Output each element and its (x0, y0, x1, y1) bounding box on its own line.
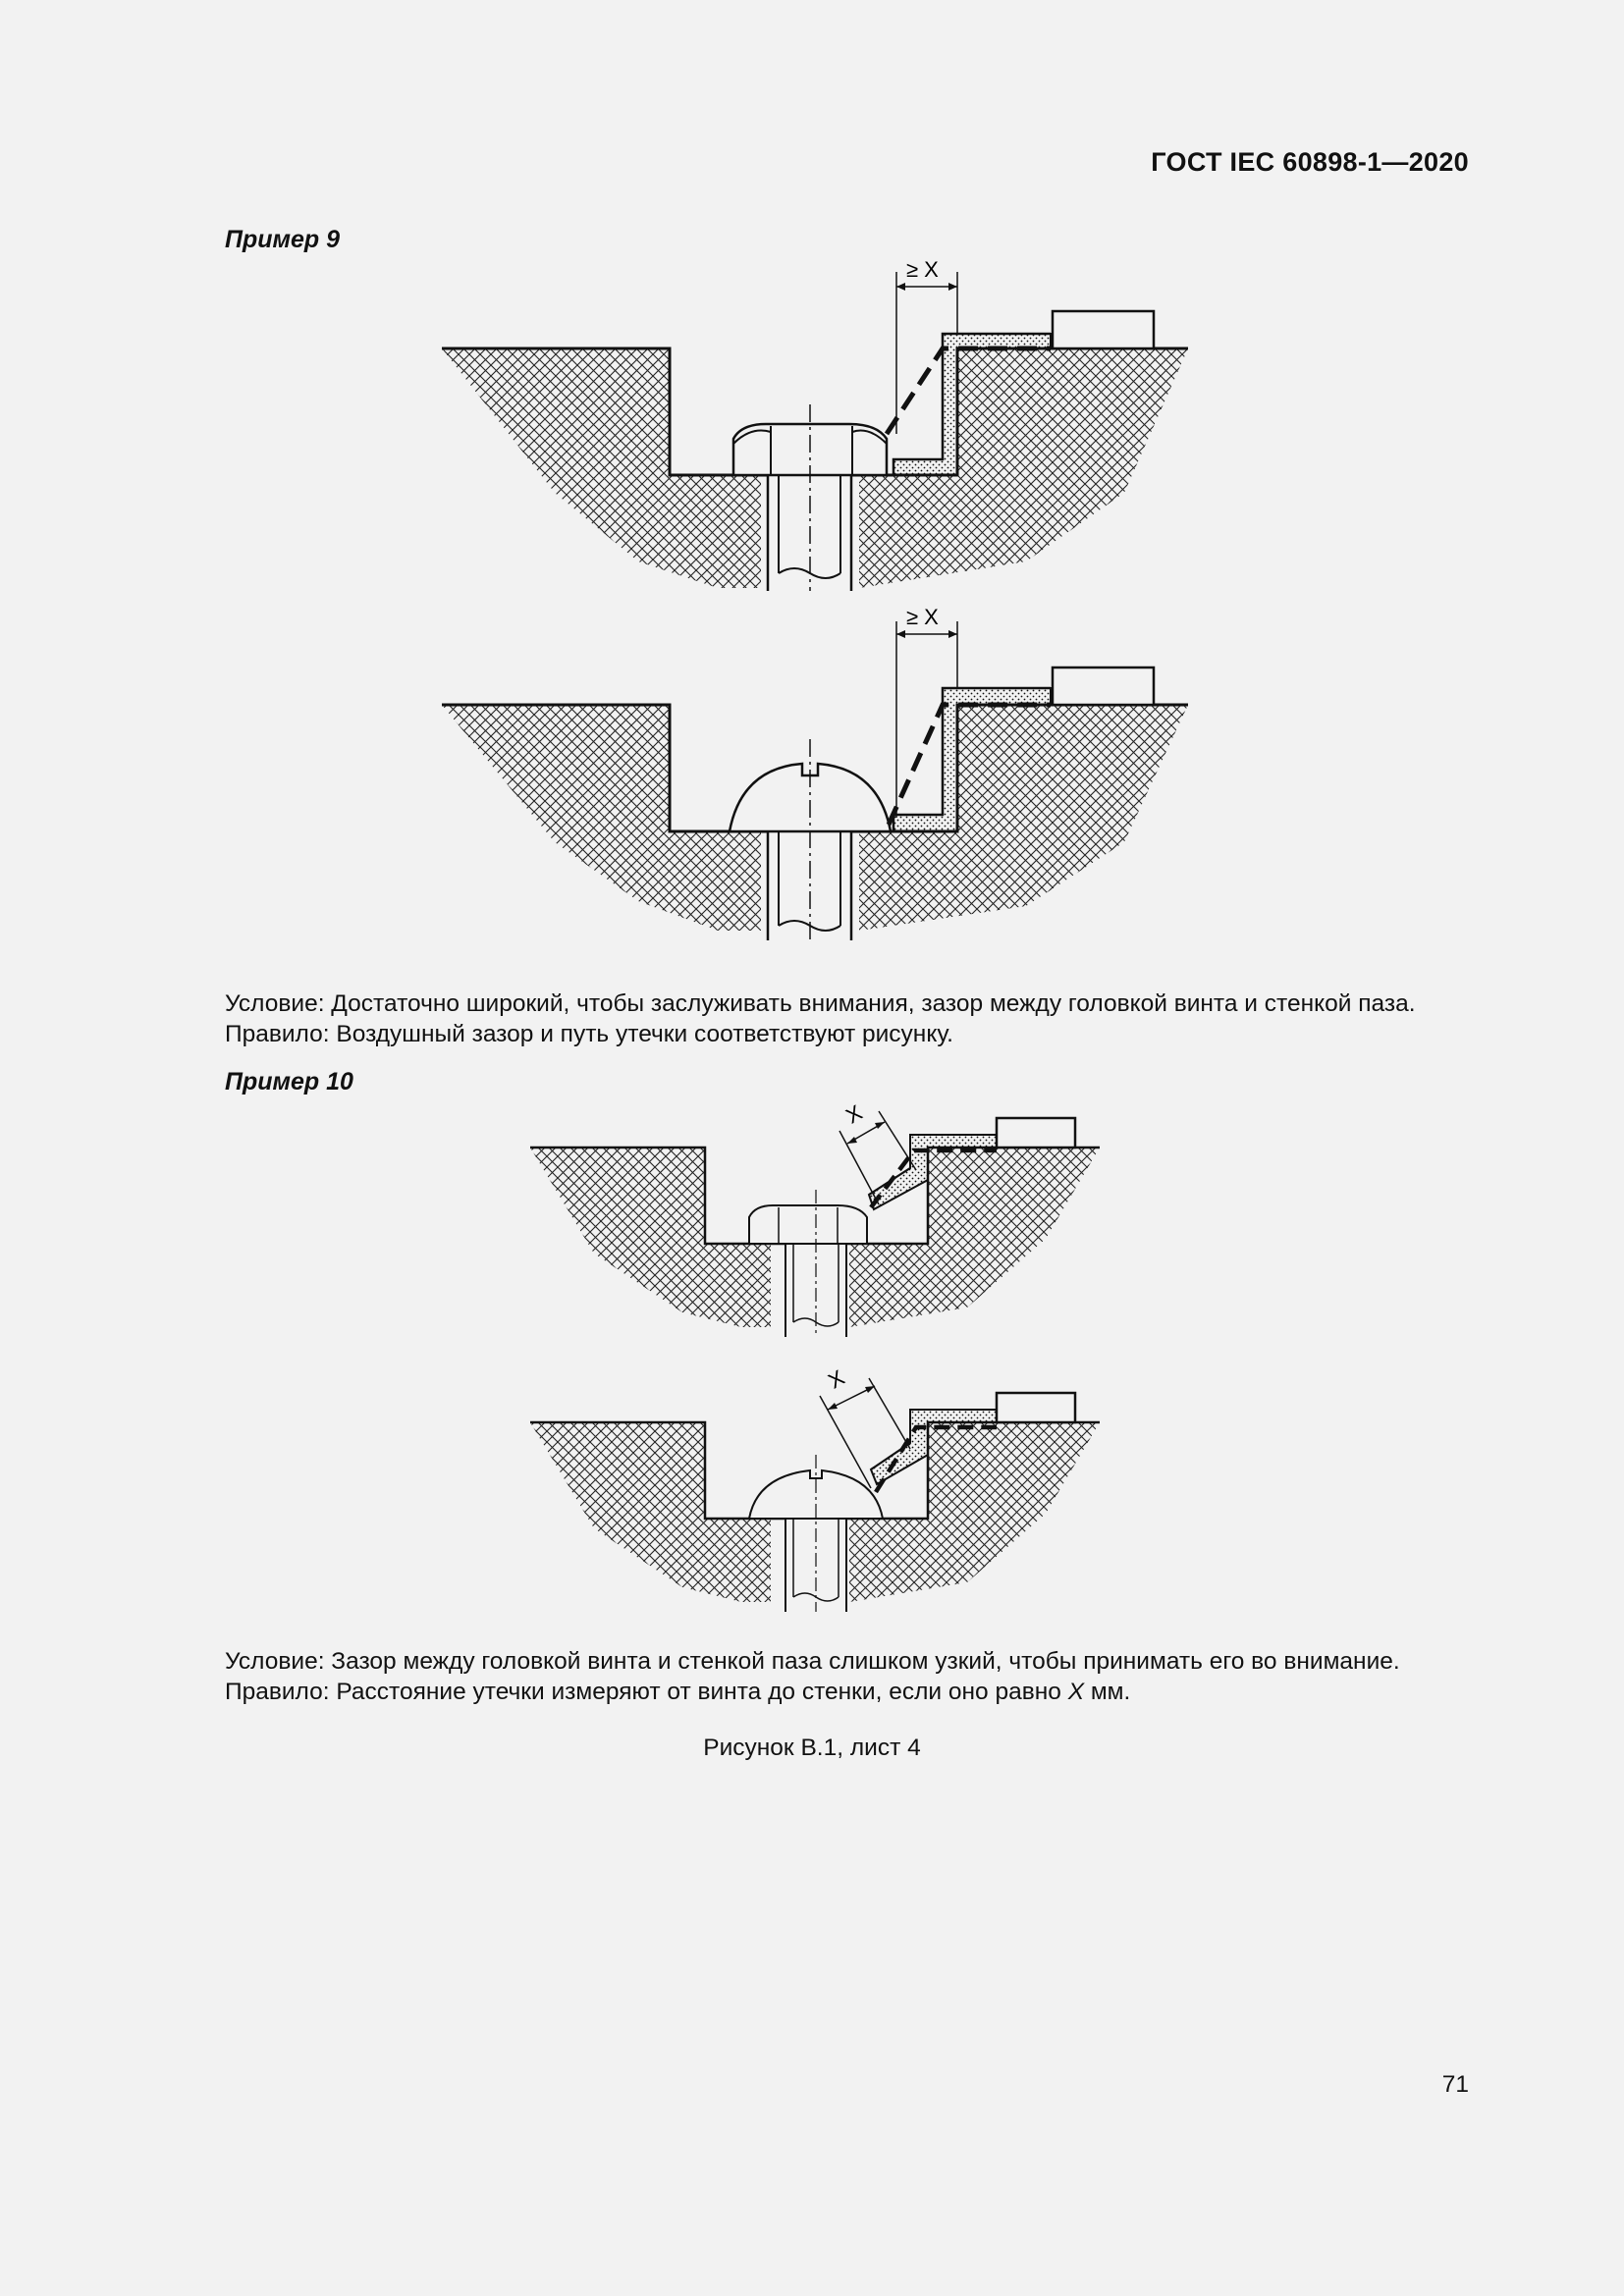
example-9-top-dim-label: ≥ X (906, 257, 939, 282)
example-10-rule (225, 1677, 1400, 1707)
example-9-figure-round-head (437, 607, 1193, 940)
example-9-figure-hex-nut (437, 257, 1193, 591)
example-9-rule: Правило: Воздушный зазор и путь утечки соответствуют рисунку. (225, 1021, 953, 1047)
page-number: 71 (1441, 2071, 1469, 2098)
example-9-condition: Условие: Достаточно широкий, чтобы заслуживать внимания, зазор между головкой винта и стенкой паза. (225, 990, 1416, 1017)
example-10-rule-suffix: мм. (1084, 1679, 1131, 1705)
example-10-title: Пример 10 (225, 1068, 353, 1095)
example-10-rule-prefix: Правило: Расстояние утечки измеряют от винта до стенки, если оно равно (225, 1679, 1068, 1705)
example-10-text (225, 1646, 1400, 1707)
standard-header: ГОСТ IEC 60898-1—2020 (1151, 147, 1469, 177)
example-9-bottom-dim-label: ≥ X (906, 605, 939, 629)
example-10-condition: Условие: Зазор между головкой винта и стенкой паза слишком узкий, чтобы принимать его во внимание. (225, 1648, 1400, 1675)
example-9-title: Пример 9 (225, 226, 341, 253)
example-10-rule-variable: X (1067, 1679, 1085, 1705)
example-10-bottom-dim-label: X (824, 1364, 849, 1394)
example-10-figure-round-head (525, 1366, 1105, 1622)
figure-caption: Рисунок В.1, лист 4 (703, 1735, 921, 1761)
example-10-figure-hex-nut (525, 1092, 1105, 1347)
example-10-top-dim-label: X (841, 1099, 867, 1129)
example-9-text (225, 988, 1416, 1049)
